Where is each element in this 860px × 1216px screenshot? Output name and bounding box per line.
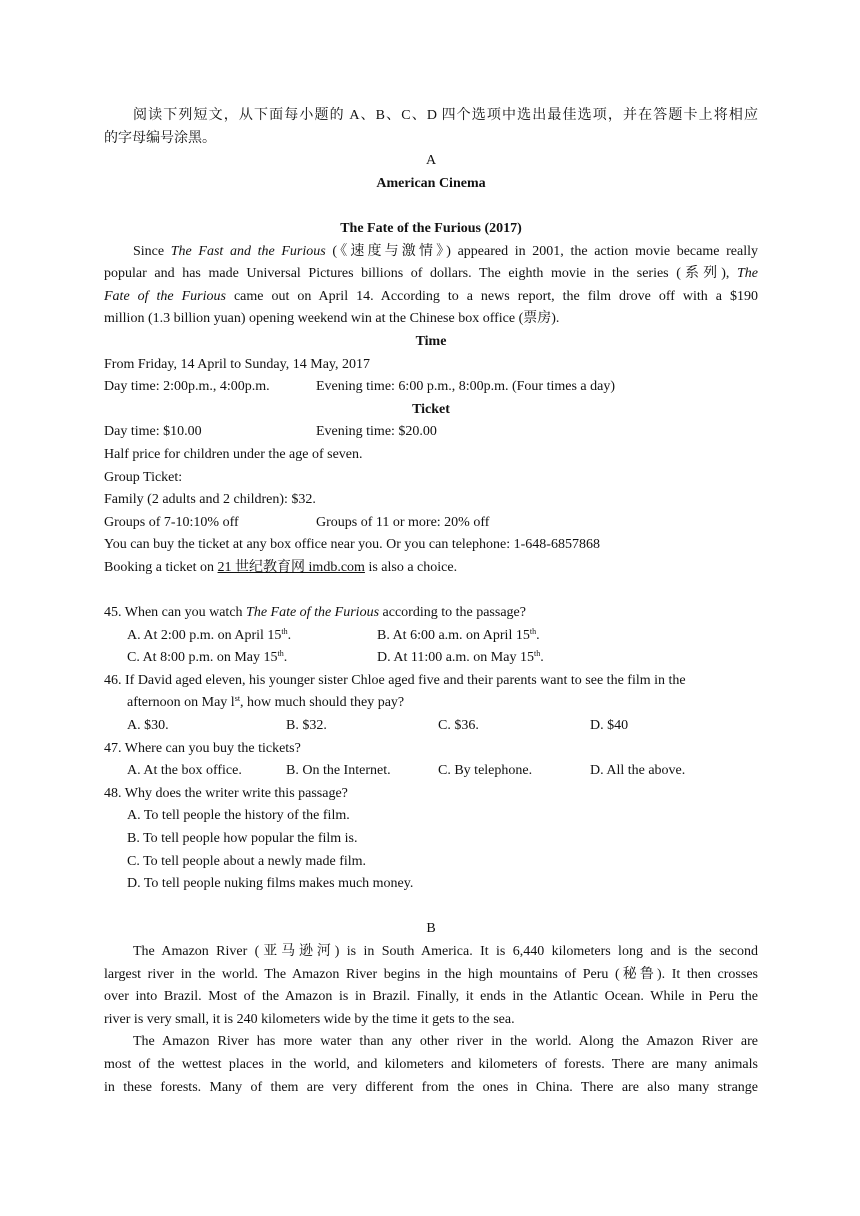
buy-info: You can buy the ticket at any box office near you. Or you can telephone: 1-648-6857868 bbox=[104, 537, 600, 553]
groups-large: Groups of 11 or more: 20% off bbox=[316, 514, 490, 530]
q47-option-b: B. On the Internet. bbox=[286, 763, 391, 779]
q46-options bbox=[104, 715, 758, 738]
b-p1-line-2: largest river in the world. The Amazon River begins in the high mountains of Peru (秘鲁). It then crosses bbox=[104, 966, 758, 982]
q46-option-c: C. $36. bbox=[438, 718, 479, 734]
q45-option-b: B. At 6:00 a.m. on April 15th. bbox=[377, 626, 540, 643]
groups-small: Groups of 7-10:10% off bbox=[104, 514, 239, 530]
section-a-label: A bbox=[425, 153, 437, 169]
q46-option-b: B. $32. bbox=[286, 718, 327, 734]
q45-option-d: D. At 11:00 a.m. on May 15th. bbox=[377, 649, 544, 666]
question-45: 45. When can you watch The Fate of the Furious according to the passage? bbox=[104, 605, 526, 621]
q45-option-a: A. At 2:00 p.m. on April 15th. bbox=[127, 626, 292, 643]
day-time: Day time: 2:00p.m., 4:00p.m. bbox=[104, 379, 270, 395]
intro-line-3: Fate of the Furious came out on April 14. According to a news report, the film drove off with a $190 bbox=[104, 288, 758, 304]
b-p2-line-2: most of the wettest places in the world, and kilometers and kilometers of forests. There are many animals bbox=[104, 1056, 758, 1072]
question-48: 48. Why does the writer write this passage? bbox=[104, 785, 348, 801]
family-ticket: Family (2 adults and 2 children): $32. bbox=[104, 492, 316, 508]
evening-time: Evening time: 6:00 p.m., 8:00p.m. (Four times a day) bbox=[316, 379, 616, 395]
time-heading: Time bbox=[415, 333, 447, 349]
intro-line-2: popular and has made Universal Pictures billions of dollars. The eighth movie in the series (系列), The bbox=[104, 266, 758, 282]
question-46-line-1: 46. If David aged eleven, his younger sister Chloe aged five and their parents want to see the film in the bbox=[104, 672, 686, 688]
section-a-title: American Cinema bbox=[376, 175, 486, 191]
q48-option-d: D. To tell people nuking films makes much money. bbox=[127, 876, 414, 892]
ticket-day: Day time: $10.00 bbox=[104, 424, 202, 440]
ticket-evening: Evening time: $20.00 bbox=[316, 424, 437, 440]
q46-option-d: D. $40 bbox=[590, 718, 629, 734]
q48-option-c: C. To tell people about a newly made film. bbox=[127, 853, 367, 869]
group-ticket: Group Ticket: bbox=[104, 469, 183, 485]
groups-row bbox=[104, 512, 758, 535]
section-b-label: B bbox=[426, 921, 436, 937]
intro-line-1: Since The Fast and the Furious (《速度与激情》) appeared in 2001, the action movie became really bbox=[133, 243, 758, 259]
q45-options-row-2 bbox=[104, 647, 758, 670]
film-title: The Fate of the Furious (2017) bbox=[340, 220, 522, 236]
q46-option-a: A. $30. bbox=[127, 718, 169, 734]
b-p2-line-1: The Amazon River has more water than any other river in the world. Along the Amazon River are bbox=[133, 1034, 758, 1050]
booking-info: Booking a ticket on 21 世纪教育网 imdb.com is also a choice. bbox=[104, 559, 458, 575]
half-price: Half price for children under the age of seven. bbox=[104, 446, 363, 462]
q45-option-c: C. At 8:00 p.m. on May 15th. bbox=[127, 649, 288, 666]
q48-option-a: A. To tell people the history of the film. bbox=[127, 808, 350, 824]
time-row bbox=[104, 376, 758, 399]
q45-options-row-1 bbox=[104, 625, 758, 648]
time-dates: From Friday, 14 April to Sunday, 14 May, 2017 bbox=[104, 356, 370, 372]
ticket-heading: Ticket bbox=[412, 401, 450, 417]
question-46-line-2: afternoon on May $l^{st}$, how much should they pay? bbox=[127, 694, 405, 711]
ticket-row bbox=[104, 421, 758, 444]
b-p1-line-4: river is very small, it is 240 kilometers wide by the time it gets to the sea. bbox=[104, 1011, 515, 1027]
exam-page bbox=[104, 105, 758, 1099]
booking-link[interactable]: 21 世纪教育网 imdb.com bbox=[217, 559, 365, 575]
instructions-line-2: 的字母编号涂黑。 bbox=[104, 130, 216, 146]
q47-option-a: A. At the box office. bbox=[127, 763, 242, 779]
intro-line-4: million (1.3 billion yuan) opening weekend win at the Chinese box office (票房). bbox=[104, 311, 560, 327]
q48-option-b: B. To tell people how popular the film is. bbox=[127, 831, 358, 846]
b-p2-line-3: in these forests. Many of them are very different from the ones in China. There are also many strange bbox=[104, 1079, 758, 1095]
b-p1-line-1: The Amazon River (亚马逊河) is in South America. It is 6,440 kilometers long and is the second bbox=[133, 943, 758, 959]
question-47: 47. Where can you buy the tickets? bbox=[104, 740, 301, 756]
instructions-line-1: 阅读下列短文，从下面每小题的 A、B、C、D 四个选项中选出最佳选项，并在答题卡上将相应 bbox=[133, 108, 758, 123]
b-p1-line-3: over into Brazil. Most of the Amazon is in Brazil. Finally, it ends in the Atlantic Ocean. While in Peru the bbox=[104, 989, 758, 1005]
q47-option-c: C. By telephone. bbox=[438, 763, 533, 779]
q47-options bbox=[104, 760, 758, 783]
q47-option-d: D. All the above. bbox=[590, 763, 686, 779]
